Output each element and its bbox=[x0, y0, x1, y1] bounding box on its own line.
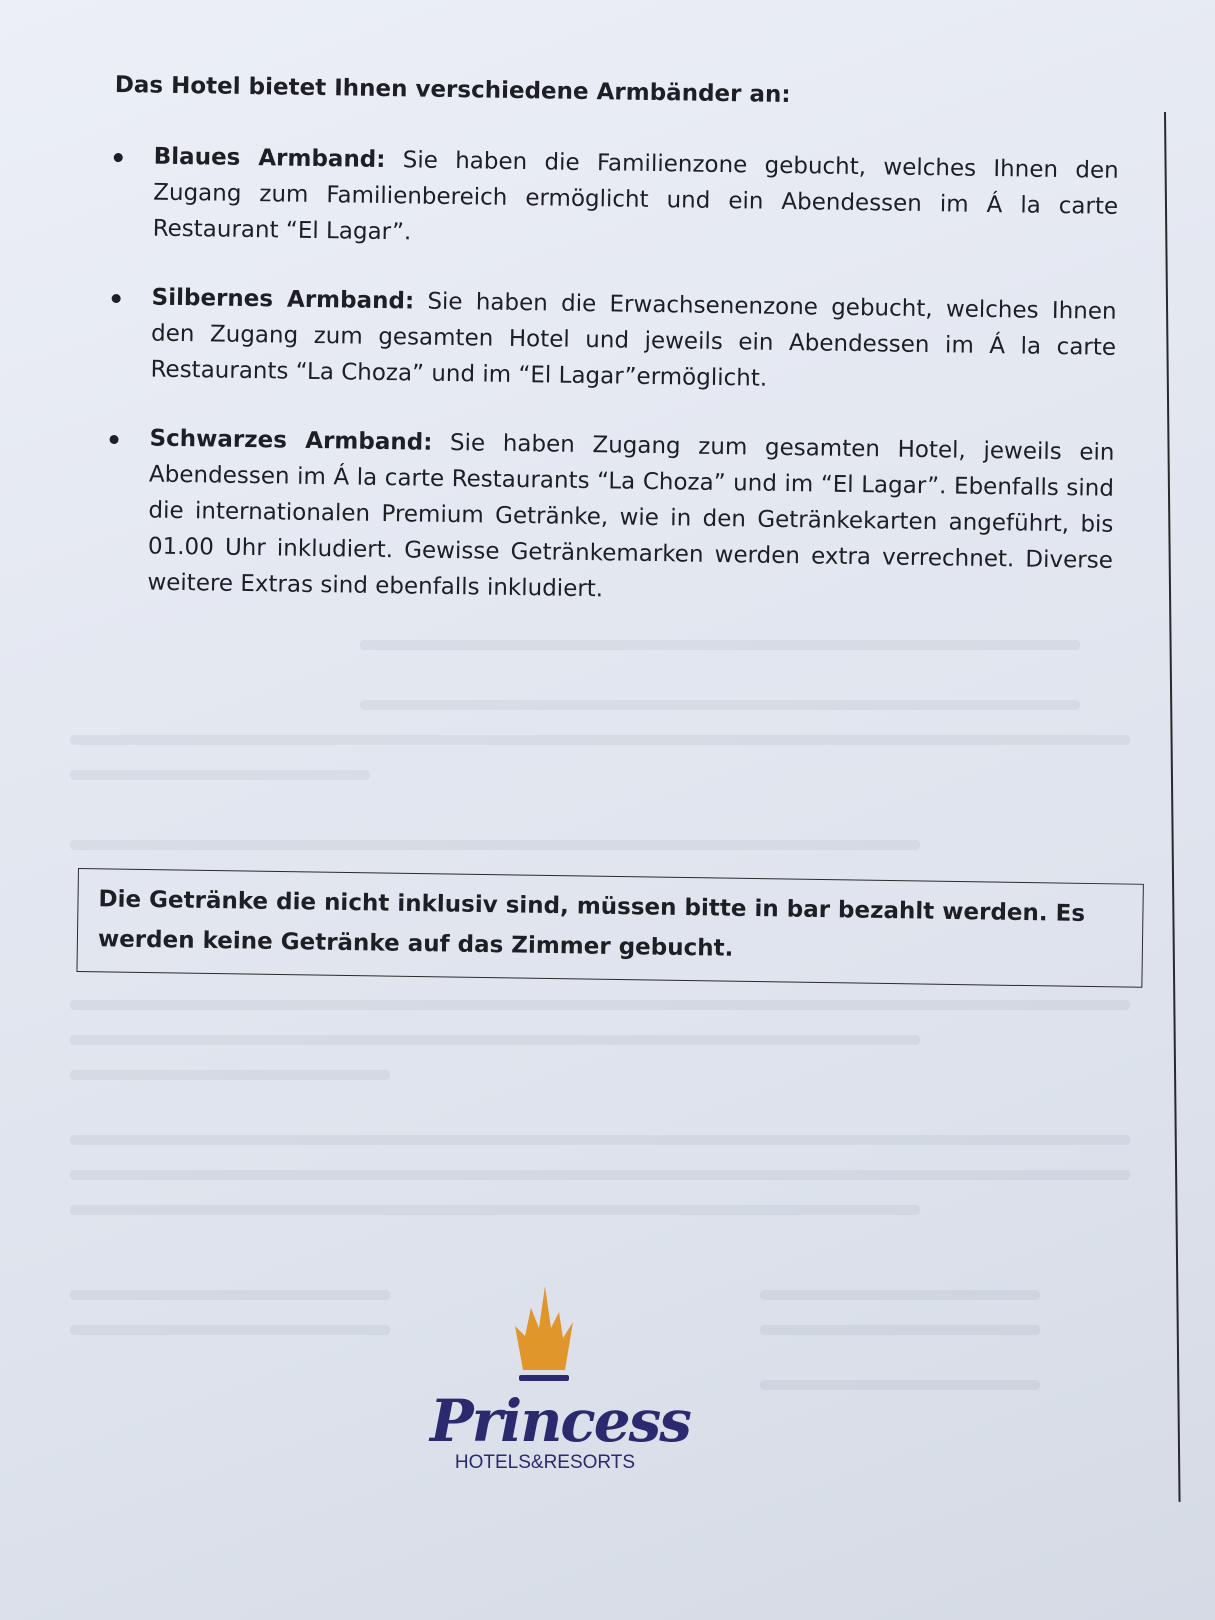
show-through-line bbox=[760, 1325, 1040, 1335]
show-through-line bbox=[360, 700, 1080, 710]
margin-rule bbox=[1164, 112, 1181, 1502]
wristband-description: Sie haben Zugang zum gesamten Hotel, jeweils ein Abendessen im Á la carte Restaurants “La Choza” und im “El Lagar”. Ebenfalls sind die internationalen Premium Getränke, wie in den Getränkekarten angeführt, bis 01.00 Uhr inkludiert. Gewisse Getränkemarken werden extra verrechnet. Diverse weitere Extras sind ebenfalls inkludiert. bbox=[147, 429, 1115, 603]
list-item-blue-wristband bbox=[112, 138, 1118, 261]
show-through-line bbox=[70, 1170, 1130, 1180]
show-through-line bbox=[70, 1290, 390, 1300]
wristband-description: Sie haben die Familienzone gebucht, welches Ihnen den Zugang zum Familienbereich ermöglicht und ein Abendessen im Á la carte Restaurant “El Lagar”. bbox=[152, 147, 1119, 246]
wristband-term: Blaues Armband: bbox=[153, 143, 386, 174]
show-through-line bbox=[70, 770, 370, 780]
show-through-line bbox=[70, 735, 1130, 745]
bullet-icon bbox=[109, 435, 118, 444]
crown-flame-shape bbox=[515, 1286, 573, 1370]
show-through-line bbox=[70, 1070, 390, 1080]
show-through-line bbox=[70, 1000, 1130, 1010]
wristband-list bbox=[107, 138, 1119, 615]
show-through-line bbox=[760, 1380, 1040, 1390]
show-through-line bbox=[70, 1035, 920, 1045]
show-through-line bbox=[760, 1290, 1040, 1300]
princess-logo bbox=[430, 1278, 690, 1474]
logo-subtitle: HOTELS&RESORTS bbox=[454, 1452, 636, 1473]
show-through-line bbox=[70, 1205, 920, 1215]
crown-flame-icon bbox=[505, 1278, 585, 1388]
list-item-silver-wristband bbox=[110, 279, 1116, 402]
drinks-notice-box: Die Getränke die nicht inklusiv sind, müssen bitte in bar bezahlt werden. Es werden keine Getränke auf das Zimmer gebucht. bbox=[76, 868, 1143, 988]
bullet-icon bbox=[112, 294, 121, 303]
wristband-term: Schwarzes Armband: bbox=[149, 425, 433, 456]
wristband-term: Silbernes Armband: bbox=[151, 284, 415, 315]
main-content bbox=[107, 72, 1120, 648]
show-through-line bbox=[70, 1135, 1130, 1145]
list-item-black-wristband bbox=[107, 420, 1115, 615]
crown-base-bar bbox=[519, 1375, 569, 1381]
show-through-line bbox=[70, 1325, 390, 1335]
bullet-icon bbox=[114, 153, 123, 162]
show-through-line bbox=[70, 840, 920, 850]
logo-wordmark: Princess bbox=[430, 1387, 690, 1455]
page-heading: Das Hotel bietet Ihnen verschiedene Armbänder an: bbox=[114, 72, 791, 109]
wristband-description: Sie haben die Erwachsenenzone gebucht, welches Ihnen den Zugang zum gesamten Hotel und jeweils ein Abendessen im Á la carte Restaurants “La Choza” und im “El Lagar”ermöglicht. bbox=[150, 288, 1117, 392]
